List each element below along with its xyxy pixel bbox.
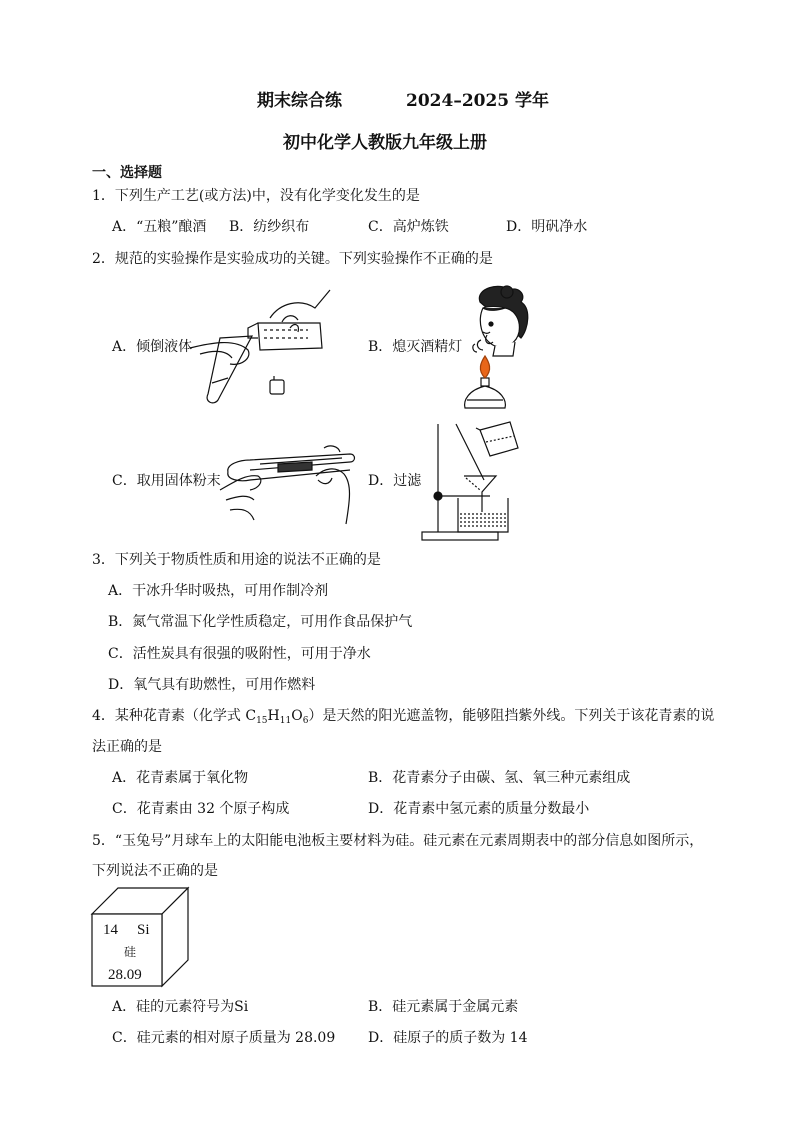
q4-option-d: D．花青素中氢元素的质量分数最小	[368, 801, 590, 817]
q4-stem-line2: 法正确的是	[92, 739, 162, 755]
q3-option-c: C．活性炭具有很强的吸附性，可用于净水	[108, 646, 371, 662]
exam-title-left: 期末综合练	[257, 91, 342, 111]
q3-option-a: A．干冰升华时吸热，可用作制冷剂	[108, 583, 329, 599]
section-heading: 一、选择题	[92, 165, 162, 181]
q4-stem-pre: 4．某种花青素（化学式 C	[92, 708, 257, 724]
q1-option-a: A．“五粮”酿酒	[112, 219, 207, 235]
q3-option-d: D．氧气具有助燃性，可用作燃料	[108, 677, 316, 693]
q2-option-c: C．取用固体粉末	[112, 473, 221, 489]
q2-option-d: D．过滤	[368, 473, 422, 489]
q4-stem-post: ）是天然的阳光遮盖物，能够阻挡紫外线。下列关于该花青素的说	[308, 708, 715, 724]
q4-sub-h: 11	[279, 716, 292, 726]
q2-stem: 2．规范的实验操作是实验成功的关键。下列实验操作不正确的是	[92, 251, 493, 267]
q5-option-a: A．硅的元素符号为Si	[112, 999, 249, 1015]
q5-option-c: C．硅元素的相对原子质量为 28.09	[112, 1030, 336, 1046]
q4-option-a: A．花青素属于氧化物	[112, 770, 249, 786]
q4-mid-o: O	[291, 708, 303, 724]
element-symbol: Si	[137, 922, 150, 938]
filtration-figure	[420, 420, 540, 542]
q4-option-b: B．花青素分子由碳、氢、氧三种元素组成	[368, 770, 631, 786]
q5-option-d: D．硅原子的质子数为 14	[368, 1030, 528, 1046]
blowing-lamp-figure	[455, 280, 535, 410]
powder-trough-figure	[220, 440, 360, 530]
q1-option-d: D．明矾净水	[506, 219, 588, 235]
q2-option-b: B．熄灭酒精灯	[368, 339, 463, 355]
exam-subtitle: 初中化学人教版九年级上册	[283, 133, 487, 153]
q1-option-c: C．高炉炼铁	[368, 219, 449, 235]
element-atomic-mass: 28.09	[108, 967, 142, 983]
element-name: 硅	[124, 945, 137, 959]
q4-sub-c: 15	[256, 716, 268, 726]
q3-option-b: B．氮气常温下化学性质稳定，可用作食品保护气	[108, 614, 413, 630]
q5-stem-line2: 下列说法不正确的是	[92, 863, 218, 879]
element-atomic-number: 14	[103, 922, 118, 938]
pouring-liquid-figure	[190, 288, 340, 403]
q5-option-b: B．硅元素属于金属元素	[368, 999, 519, 1015]
q4-mid-h: H	[267, 708, 280, 724]
q4-sub-o: 6	[302, 716, 309, 726]
q1-stem: 1．下列生产工艺(或方法)中，没有化学变化发生的是	[92, 188, 420, 204]
exam-title-year: 2024–2025 学年	[406, 91, 550, 111]
q2-option-a: A．倾倒液体	[112, 339, 193, 355]
q5-stem-line1: 5．“玉兔号”月球车上的太阳能电池板主要材料为硅。硅元素在元素周期表中的部分信息如图所示，	[92, 833, 704, 849]
q4-option-c: C．花青素由 32 个原子构成	[112, 801, 290, 817]
q3-stem: 3．下列关于物质性质和用途的说法不正确的是	[92, 552, 381, 568]
q4-stem	[92, 707, 714, 730]
q1-option-b: B．纺纱织布	[229, 219, 310, 235]
